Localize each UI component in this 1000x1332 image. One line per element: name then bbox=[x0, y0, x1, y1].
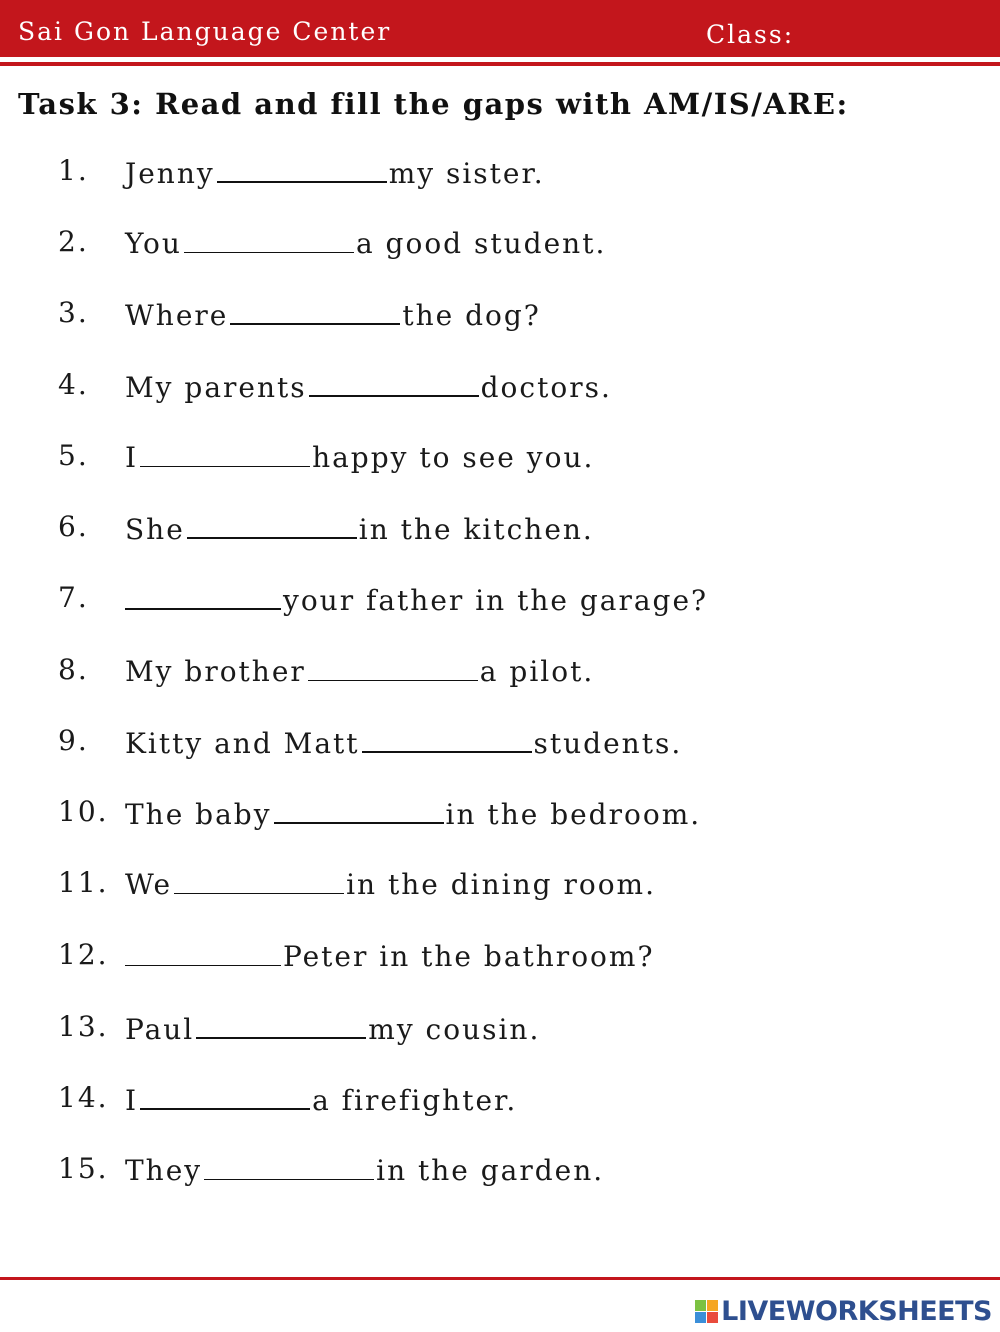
item-sentence bbox=[125, 507, 594, 550]
item-number: 11. bbox=[58, 866, 109, 899]
sentence-after: my cousin. bbox=[368, 1013, 541, 1046]
sentence-after: doctors. bbox=[480, 371, 612, 404]
answer-blank[interactable] bbox=[174, 863, 344, 894]
sentence-after: your father in the garage? bbox=[283, 584, 709, 617]
answer-blank[interactable] bbox=[274, 792, 444, 824]
sentence-after: a pilot. bbox=[479, 655, 595, 688]
exercise-item bbox=[0, 578, 1000, 618]
item-number: 6. bbox=[58, 510, 89, 543]
sentence-after: in the bedroom. bbox=[445, 798, 702, 831]
sentence-after: Peter in the bathroom? bbox=[283, 940, 655, 973]
item-number: 1. bbox=[58, 154, 89, 187]
sentence-after: the dog? bbox=[402, 299, 541, 332]
answer-blank[interactable] bbox=[125, 578, 281, 610]
item-sentence bbox=[125, 650, 594, 692]
item-sentence bbox=[125, 436, 594, 478]
sentence-before: My brother bbox=[125, 655, 306, 688]
item-sentence bbox=[125, 293, 541, 336]
logo-tile bbox=[695, 1300, 706, 1311]
exercise-item bbox=[0, 1149, 1000, 1189]
liveworksheets-logo[interactable] bbox=[695, 1294, 992, 1328]
sentence-before: You bbox=[125, 227, 182, 260]
exercise-item bbox=[0, 436, 1000, 476]
item-sentence bbox=[125, 365, 612, 408]
item-sentence bbox=[125, 935, 654, 977]
sentence-after: a firefighter. bbox=[312, 1084, 518, 1117]
item-number: 2. bbox=[58, 225, 89, 258]
item-number: 9. bbox=[58, 724, 89, 757]
item-number: 7. bbox=[58, 581, 89, 614]
sentence-before: I bbox=[125, 1084, 139, 1117]
answer-blank[interactable] bbox=[125, 935, 281, 966]
logo-tile bbox=[707, 1300, 718, 1311]
answer-blank[interactable] bbox=[140, 436, 310, 467]
sentence-after: in the dining room. bbox=[346, 868, 656, 901]
sentence-after: my sister. bbox=[388, 157, 545, 190]
item-number: 14. bbox=[58, 1081, 109, 1114]
answer-blank[interactable] bbox=[187, 507, 357, 539]
sentence-before: They bbox=[125, 1154, 203, 1187]
exercise-item bbox=[0, 1078, 1000, 1118]
sentence-after: a good student. bbox=[355, 227, 607, 260]
sentence-after: happy to see you. bbox=[312, 441, 595, 474]
answer-blank[interactable] bbox=[184, 222, 354, 253]
answer-blank[interactable] bbox=[217, 151, 387, 183]
item-sentence bbox=[125, 1007, 540, 1050]
answer-blank[interactable] bbox=[362, 721, 532, 753]
sentence-before: Where bbox=[125, 299, 229, 332]
task-title: Task 3: Read and fill the gaps with AM/IS/ARE: bbox=[18, 87, 849, 121]
item-number: 3. bbox=[58, 296, 89, 329]
item-number: 10. bbox=[58, 795, 109, 828]
footer-divider bbox=[0, 1277, 1000, 1280]
exercise-item bbox=[0, 650, 1000, 690]
exercise-item bbox=[0, 222, 1000, 262]
exercise-item bbox=[0, 507, 1000, 547]
item-number: 13. bbox=[58, 1010, 109, 1043]
answer-blank[interactable] bbox=[309, 365, 479, 397]
answer-blank[interactable] bbox=[196, 1007, 366, 1039]
sentence-before: My parents bbox=[125, 371, 307, 404]
sentence-before: We bbox=[125, 868, 173, 901]
answer-blank[interactable] bbox=[308, 650, 478, 681]
answer-blank[interactable] bbox=[230, 293, 400, 325]
sentence-after: in the kitchen. bbox=[358, 513, 594, 546]
item-number: 5. bbox=[58, 439, 89, 472]
sentence-before: She bbox=[125, 513, 185, 546]
sentence-before: Paul bbox=[125, 1013, 195, 1046]
sentence-before: The baby bbox=[125, 798, 272, 831]
item-number: 4. bbox=[58, 368, 89, 401]
logo-tile bbox=[695, 1312, 706, 1323]
exercise-item bbox=[0, 863, 1000, 903]
exercise-item bbox=[0, 721, 1000, 761]
answer-blank[interactable] bbox=[204, 1149, 374, 1180]
item-sentence bbox=[125, 863, 656, 905]
exercise-item bbox=[0, 792, 1000, 832]
item-sentence bbox=[125, 721, 682, 764]
exercise-item bbox=[0, 365, 1000, 405]
center-name: Sai Gon Language Center bbox=[18, 17, 392, 46]
exercise-item bbox=[0, 1007, 1000, 1047]
item-number: 15. bbox=[58, 1152, 109, 1185]
exercise-item bbox=[0, 935, 1000, 975]
logo-text: LIVEWORKSHEETS bbox=[721, 1295, 992, 1327]
item-sentence bbox=[125, 578, 708, 621]
sentence-after: students. bbox=[533, 727, 683, 760]
item-sentence bbox=[125, 792, 701, 835]
liveworksheets-logo-icon bbox=[695, 1300, 718, 1323]
sentence-after: in the garden. bbox=[376, 1154, 605, 1187]
answer-blank[interactable] bbox=[140, 1078, 310, 1110]
item-number: 8. bbox=[58, 653, 89, 686]
item-sentence bbox=[125, 1149, 604, 1191]
logo-tile bbox=[707, 1312, 718, 1323]
exercise-item bbox=[0, 293, 1000, 333]
item-sentence bbox=[125, 1078, 517, 1121]
item-sentence bbox=[125, 222, 606, 264]
class-label: Class: bbox=[706, 20, 795, 49]
item-sentence bbox=[125, 151, 545, 194]
sentence-before: I bbox=[125, 441, 139, 474]
item-number: 12. bbox=[58, 938, 109, 971]
sentence-before: Jenny bbox=[125, 157, 215, 190]
sentence-before: Kitty and Matt bbox=[125, 727, 360, 760]
exercise-item bbox=[0, 151, 1000, 191]
